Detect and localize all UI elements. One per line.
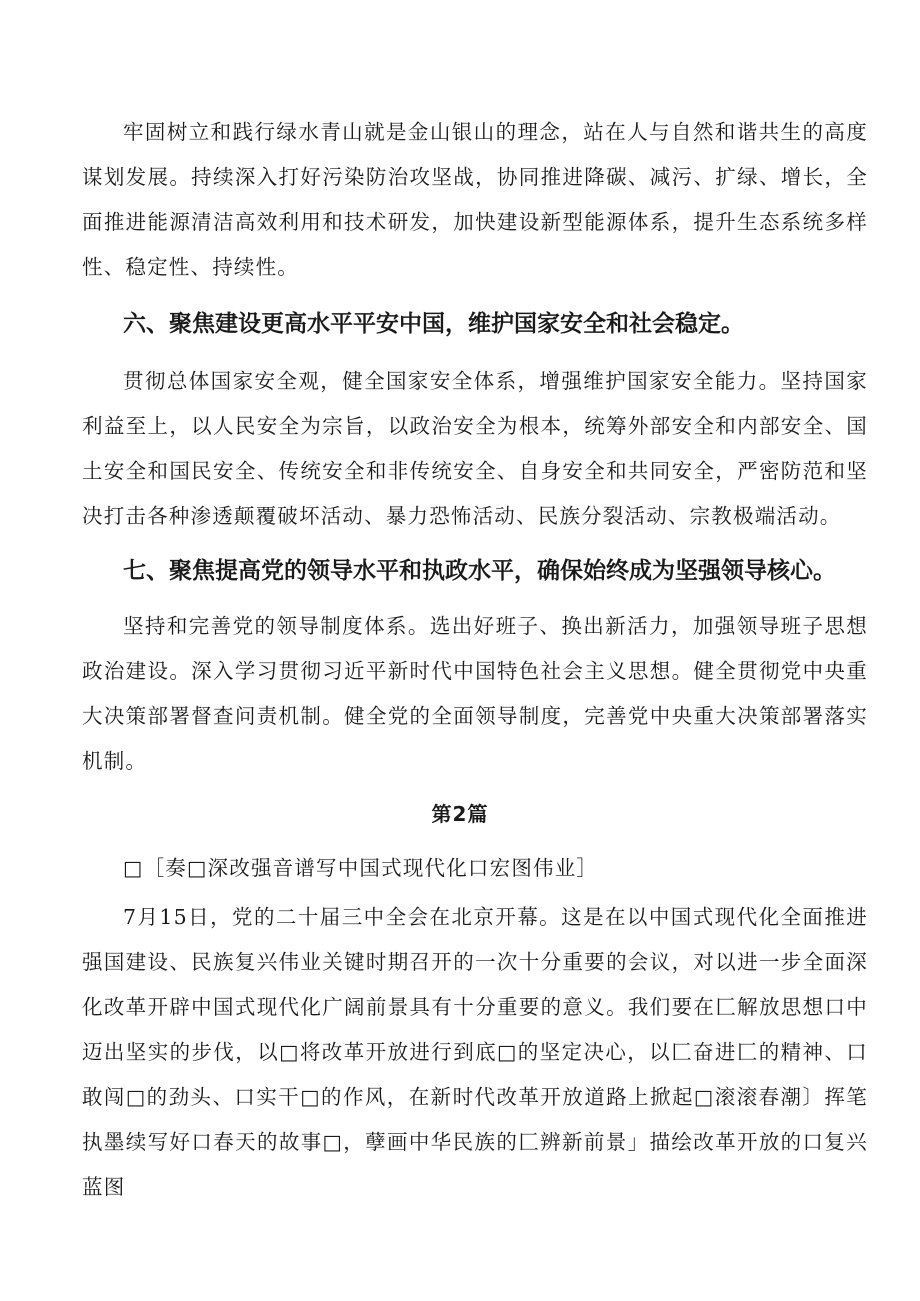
paragraph-party-leadership: 坚持和完善党的领导制度体系。选出好班子、换出新活力，加强领导班子思想政治建设。深入学习贯彻习近平新时代中国特色社会主义思想。健全贯彻党中央重大决策部署督查问责机制。健全党的全面领导制度，完善党中央重大决策部署落实机制。 bbox=[82, 614, 868, 773]
article-subtitle: □［奏□深改强音谱写中国式现代化口宏图伟业］ bbox=[123, 856, 599, 880]
paragraph-national-security: 贯彻总体国家安全观，健全国家安全体系，增强维护国家安全能力。坚持国家利益至上，以人民安全为宗旨，以政治安全为根本，统筹外部安全和内部安全、国土安全和国民安全、传统安全和非传统安全、自身安全和共同安全，严密防范和坚决打击各种渗透颠覆破坏活动、暴力恐怖活动、民族分裂活动、宗教极端活动。 bbox=[82, 369, 868, 528]
section-title: 第2篇 bbox=[431, 802, 489, 826]
paragraph-ecology: 牢固树立和践行绿水青山就是金山银山的理念，站在人与自然和谐共生的高度谋划发展。持续深入打好污染防治攻坚战，协同推进降碳、减污、扩绿、增长，全面推进能源清洁高效利用和技术研发，加快建设新型能源体系，提升生态系统多样性、稳定性、持续性。 bbox=[82, 120, 868, 279]
heading-section-6: 六、聚焦建设更高水平平安中国，维护国家安全和社会稳定。 bbox=[123, 311, 744, 337]
heading-section-7: 七、聚焦提高党的领导水平和执政水平，确保始终成为坚强领导核心。 bbox=[123, 558, 836, 584]
paragraph-plenum: 7月15日，党的二十届三中全会在北京开幕。这是在以中国式现代化全面推进强国建设、民族复兴伟业关键时期召开的一次十分重要的会议，对以进一步全面深化改革开辟中国式现代化广阔前景具有十分重要的意义。我们要在匚解放思想口中迈出坚实的步伐，以□将改革开放进行到底□的坚定决心，以匚奋进匚的精神、口敢闯□的劲头、口实干□的作风，在新时代改革开放道路上掀起□滚滚春潮〕挥笔执墨续写好口春天的故事□，孽画中华民族的匚辨新前景」描绘改革开放的口复兴蓝图 bbox=[82, 905, 868, 1199]
